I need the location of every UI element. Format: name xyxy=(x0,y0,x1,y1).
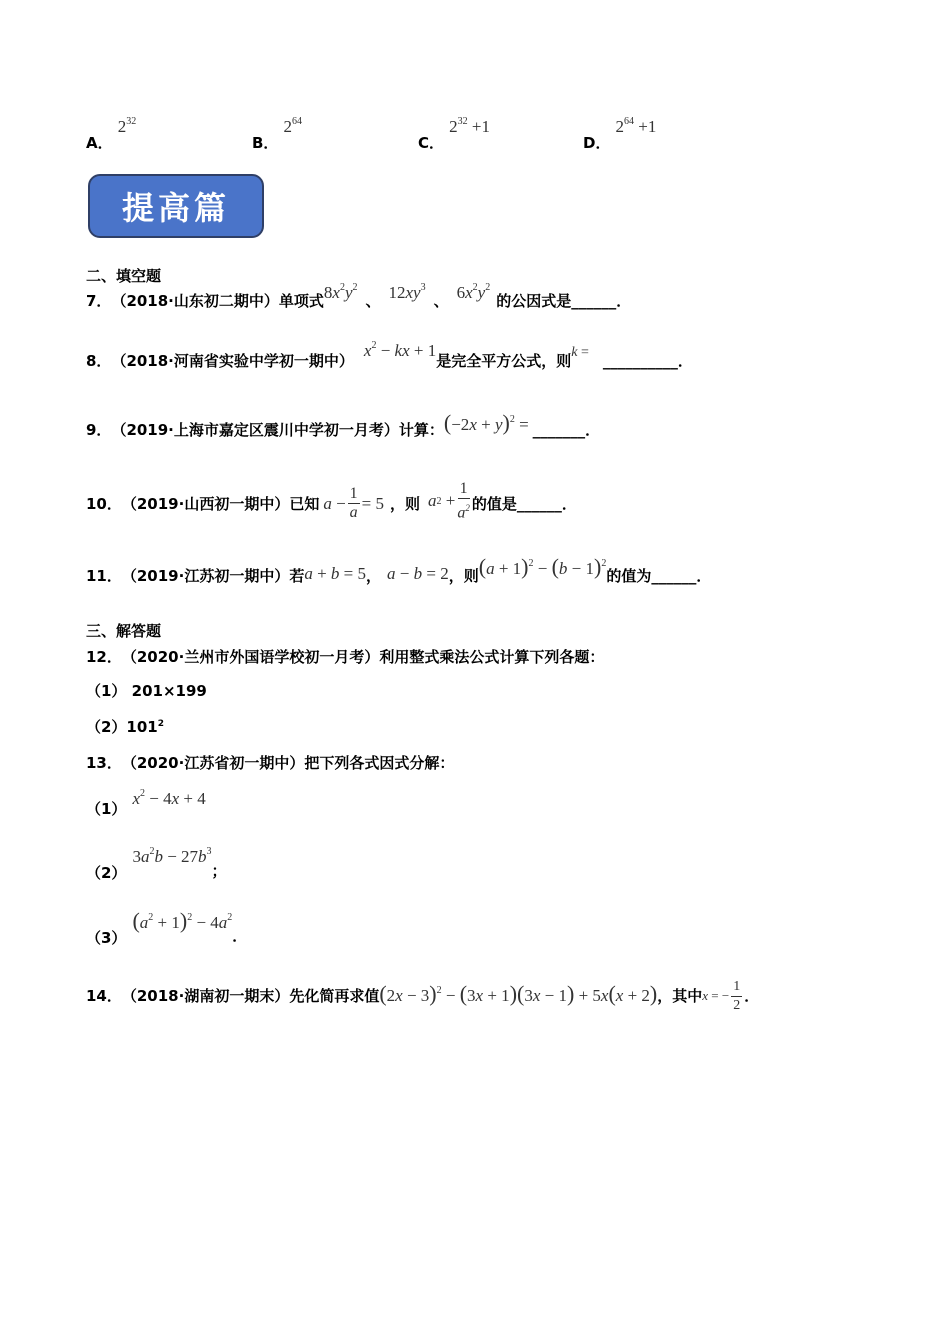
question-12-part-2-exp: 2 xyxy=(157,719,165,729)
question-11-source: （2019·江苏初一期中）若 xyxy=(121,567,305,585)
question-7-source: （2018·山东初二期中）单项式 xyxy=(111,292,324,310)
question-8-number: 8． xyxy=(86,352,112,370)
question-11-tail: 的值为______． xyxy=(606,567,712,585)
question-10-given: a − $\frac{1}{a}$ = 5 xyxy=(323,485,385,522)
option-b-label: B． xyxy=(252,134,279,152)
question-7-number: 7． xyxy=(86,292,112,310)
option-b-value: $2^{64}$ xyxy=(283,116,303,136)
question-7-term2: $12xy^3$ xyxy=(388,282,426,302)
question-13-part-2-expr: $3a^2b - 27b^3$ xyxy=(132,846,212,866)
question-14-expr: $(2x - 3)^2 - (3x + 1)(3x - 1) + 5x(x + 2)$ xyxy=(379,981,658,1006)
option-c-label: C． xyxy=(418,134,445,152)
question-13-number: 13． xyxy=(86,754,122,772)
option-b xyxy=(252,116,303,152)
question-9-source: （2019·上海市嘉定区震川中学初一月考）计算： xyxy=(111,421,444,439)
option-d-label: D． xyxy=(583,134,611,152)
question-9-number: 9． xyxy=(86,421,112,439)
question-11-cond2: a − b = 2 xyxy=(387,564,449,583)
question-8-expr: $x^2$ − kx + 1 xyxy=(363,340,437,360)
section-heading-fill-blank: 二、填空题 xyxy=(86,267,162,285)
question-10-tail: 的值是______． xyxy=(471,495,577,514)
question-14-mid: ，其中 xyxy=(657,987,703,1005)
option-d-value: $2^{64} +1$ xyxy=(615,116,657,136)
question-12-part-2 xyxy=(86,716,164,737)
question-10-source: （2019·山西初一期中）已知 xyxy=(121,495,320,514)
section-badge-text: 提高篇 xyxy=(121,189,230,227)
question-13-part-2-tail: ； xyxy=(211,862,227,880)
question-13-part-3-tail: ． xyxy=(232,927,248,945)
question-13-part-2 xyxy=(86,846,227,882)
option-d xyxy=(583,116,657,152)
option-a-label: A． xyxy=(86,134,113,152)
section-heading-solve: 三、解答题 xyxy=(86,622,162,640)
question-8-tail: __________． xyxy=(602,352,693,370)
question-14-number: 14． xyxy=(86,987,122,1005)
question-8 xyxy=(86,340,693,371)
question-14-value: x = − $\frac{1}{2}$ xyxy=(702,978,741,1013)
question-9-tail: _______． xyxy=(532,421,601,439)
question-13-part-3-label: （3） xyxy=(86,929,127,947)
question-13-part-2-label: （2） xyxy=(86,864,127,882)
question-12 xyxy=(86,646,604,667)
question-13-part-3-expr: $(a^2 + 1)^2 - 4a^2$ xyxy=(132,908,233,933)
question-11-expr: $(a + 1)^2 - (b - 1)^2$ xyxy=(478,554,607,579)
question-9 xyxy=(86,410,601,440)
question-11-cond1: a + b = 5 xyxy=(304,564,367,583)
question-12-part-2-base: （2）101 xyxy=(86,718,158,736)
question-11-sep: ， xyxy=(366,567,382,585)
question-12-part-1: （1） 201×199 xyxy=(86,682,207,700)
option-a xyxy=(86,116,137,152)
question-7-term3: $6x^2y^2$ xyxy=(456,282,491,302)
question-10-mid: ，则 xyxy=(390,495,421,514)
question-10-number: 10． xyxy=(86,495,122,514)
option-a-value: $2^{32}$ xyxy=(117,116,137,136)
question-8-source: （2018·河南省实验中学初一期中） xyxy=(111,352,354,370)
question-10-find: a 2 + $\frac{1}{a^2}$ xyxy=(428,480,470,522)
question-14-tail: ． xyxy=(744,987,760,1005)
question-9-expr: $(-2x + y)^2$ = xyxy=(443,410,529,435)
question-14-source: （2018·湖南初一期末）先化简再求值 xyxy=(121,987,380,1005)
question-7 xyxy=(86,282,632,311)
option-c-value: $2^{32} +1$ xyxy=(449,116,490,136)
question-12-number: 12． xyxy=(86,648,122,666)
question-13-source: （2020·江苏省初一期中）把下列各式因式分解： xyxy=(121,754,455,772)
question-13 xyxy=(86,752,454,773)
question-10 xyxy=(86,480,577,522)
question-13-part-1-label: （1） xyxy=(86,800,127,818)
question-11-mid: ，则 xyxy=(448,567,479,585)
option-c xyxy=(418,116,490,152)
question-13-part-1 xyxy=(86,788,206,818)
question-7-term1: $8x^2y^2$ xyxy=(323,282,358,302)
question-14 xyxy=(86,972,759,1015)
section-badge xyxy=(88,174,264,238)
question-11 xyxy=(86,554,712,586)
question-8-k: k = xyxy=(571,345,589,360)
question-7-tail: 的公因式是______． xyxy=(496,292,632,310)
question-13-part-3 xyxy=(86,908,248,947)
question-12-source: （2020·兰州市外国语学校初一月考）利用整式乘法公式计算下列各题： xyxy=(121,648,605,666)
question-7-sep2: 、 xyxy=(433,292,449,310)
question-8-mid: 是完全平方公式，则 xyxy=(436,352,572,370)
question-7-sep1: 、 xyxy=(365,292,381,310)
question-11-number: 11． xyxy=(86,567,122,585)
question-13-part-1-expr: $x^2 - 4x + 4$ xyxy=(132,788,206,808)
